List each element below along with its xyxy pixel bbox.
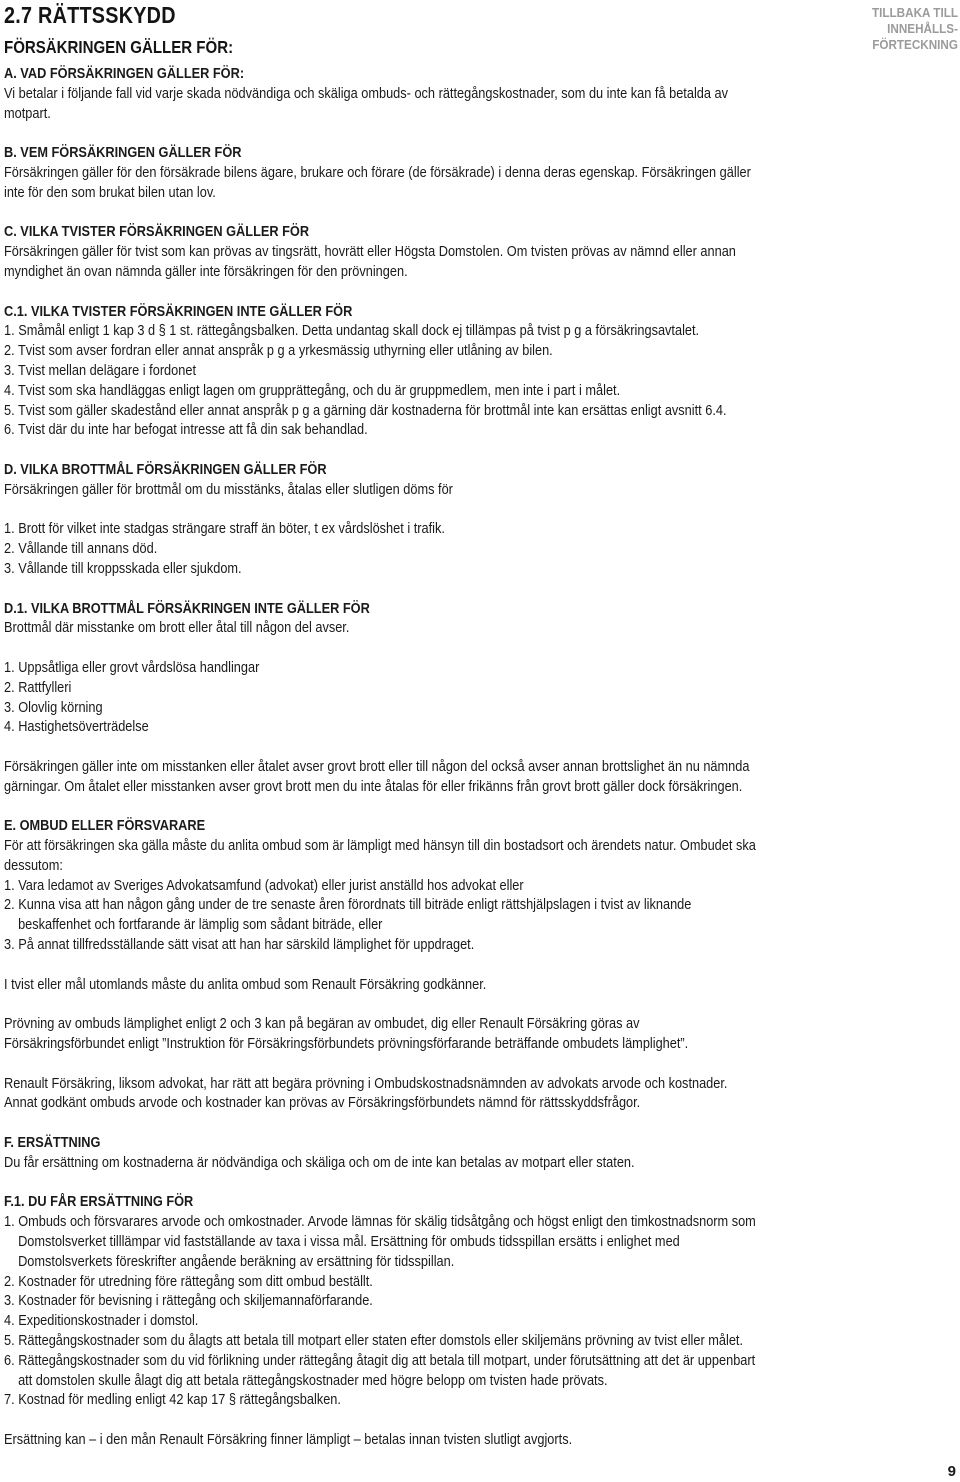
section-c xyxy=(4,223,761,282)
list-item xyxy=(4,560,761,580)
list-item-number: 6. xyxy=(4,422,15,439)
section-c1-heading: C.1. VILKA TVISTER FÖRSÄKRINGEN INTE GÄLLER FÖR xyxy=(4,303,353,320)
list-item-number: 3. xyxy=(4,362,15,379)
list-item xyxy=(4,659,761,679)
list-item xyxy=(4,402,761,422)
list-item-number: 5. xyxy=(4,402,15,419)
section-d1-text: Brottmål där misstanke om brott eller åtal till någon del avser. xyxy=(4,620,350,637)
list-item-number: 5. xyxy=(4,1333,15,1349)
section-b-text: Försäkringen gäller för den försäkrade bilens ägare, brukare och förare (de försäkrade) i denna deras egenskap. Försäkringen gäller inte för den som brukat bilen utan lov. xyxy=(4,164,751,201)
list-item-text: Rattfylleri xyxy=(18,679,72,696)
section-d-text: Försäkringen gäller för brottmål om du misstänks, åtalas eller slutligen döms för xyxy=(4,481,453,498)
section-subtitle: FÖRSÄKRINGEN GÄLLER FÖR: xyxy=(4,37,234,57)
section-c-heading: C. VILKA TVISTER FÖRSÄKRINGEN GÄLLER FÖR xyxy=(4,224,310,241)
list-item-text: Olovlig körning xyxy=(18,699,103,716)
list-item-text: Kostnader för utredning före rättegång som ditt ombud beställt. xyxy=(18,1273,373,1290)
list-item-number: 1. xyxy=(4,877,15,894)
list-item-number: 4. xyxy=(4,719,15,736)
section-d-heading: D. VILKA BROTTMÅL FÖRSÄKRINGEN GÄLLER FÖR xyxy=(4,461,327,478)
section-e-paragraph-1: I tvist eller mål utomlands måste du anlita ombud som Renault Försäkring godkänner. xyxy=(4,976,487,993)
list-item xyxy=(4,1391,761,1411)
page-number: 9 xyxy=(947,1463,956,1480)
list-item-number: 1. xyxy=(4,1214,15,1231)
list-item-number: 2. xyxy=(4,343,15,360)
chapter-title: 2.7 RÄTTSSKYDD xyxy=(4,2,176,28)
list-item xyxy=(4,342,761,362)
list-item-text: Uppsåtliga eller grovt vårdslösa handlingar xyxy=(18,659,260,676)
list-item-text: Hastighetsöverträdelse xyxy=(18,719,149,736)
list-item-text: Småmål enligt 1 kap 3 d § 1 st. rättegångsbalken. Detta undantag skall dock ej tillämpas på tvist p g a försäkringsavtalet. xyxy=(18,323,700,340)
section-f1-list xyxy=(4,1213,761,1411)
list-item-number: 1. xyxy=(4,521,15,538)
list-item-text: Tvist mellan delägare i fordonet xyxy=(17,362,197,379)
section-c1-list xyxy=(4,322,761,441)
list-item xyxy=(4,1292,761,1312)
list-item xyxy=(4,1352,761,1392)
list-item-text: Brott för vilket inte stadgas strängare straff än böter, t ex vårdslöshet i trafik. xyxy=(18,521,445,538)
list-item-number: 3. xyxy=(4,560,15,577)
list-item xyxy=(4,896,761,936)
list-item-number: 7. xyxy=(4,1392,15,1409)
list-item xyxy=(4,520,761,540)
section-f-text: Du får ersättning om kostnaderna är nödvändiga och skäliga och om de inte kan betalas av motpart eller staten. xyxy=(4,1154,635,1171)
list-item xyxy=(4,382,761,402)
list-item xyxy=(4,540,761,560)
list-item xyxy=(4,421,761,441)
section-c1 xyxy=(4,303,761,442)
section-e-heading: E. OMBUD ELLER FÖRSVARARE xyxy=(4,818,206,835)
section-d1-list xyxy=(4,659,761,738)
document-body xyxy=(4,65,761,1471)
section-d1-heading: D.1. VILKA BROTTMÅL FÖRSÄKRINGEN INTE GÄLLER FÖR xyxy=(4,600,370,617)
list-item-number: 6. xyxy=(4,1352,15,1369)
section-d-list xyxy=(4,520,761,579)
section-f1-closing: Ersättning kan – i den mån Renault Försäkring finner lämpligt – betalas innan tvisten slutligt avgjorts. xyxy=(4,1431,573,1448)
list-item-number: 4. xyxy=(4,382,15,399)
list-item xyxy=(4,1213,761,1272)
list-item xyxy=(4,877,761,897)
list-item-text: Kunna visa att han någon gång under de tre senaste åren förordnats till biträde enligt rättshjälpslagen i tvist av liknande beskaffenhet och fortfarande är lämplig som sådant biträde, eller xyxy=(18,897,692,934)
section-f1-heading: F.1. DU FÅR ERSÄTTNING FÖR xyxy=(4,1194,194,1211)
section-d xyxy=(4,461,761,580)
list-item-text: Vållande till kroppsskada eller sjukdom. xyxy=(18,560,242,577)
section-e xyxy=(4,817,761,1114)
list-item xyxy=(4,718,761,738)
list-item-number: 2. xyxy=(4,897,15,914)
section-a xyxy=(4,65,761,124)
section-d1 xyxy=(4,600,761,798)
list-item xyxy=(4,362,761,382)
back-to-toc-link[interactable]: TILLBAKA TILL INNEHÅLLS-FÖRTECKNING xyxy=(871,5,958,52)
list-item-text: Tvist som avser fordran eller annat anspråk p g a yrkesmässig uthyrning eller utlåning av bilen. xyxy=(17,343,553,360)
section-e-paragraph-2: Prövning av ombuds lämplighet enligt 2 och 3 kan på begäran av ombudet, dig eller Renault Försäkring göras av Försäkringsförbundet enligt ”Instruktion för Försäkringsförbundets prövningsförfarande beträffande ombudets lämplighet”. xyxy=(4,1016,689,1053)
list-item xyxy=(4,699,761,719)
list-item xyxy=(4,1273,761,1293)
list-item xyxy=(4,1332,761,1352)
section-b-heading: B. VEM FÖRSÄKRINGEN GÄLLER FÖR xyxy=(4,145,242,162)
list-item-text: Rättegångskostnader som du vid förlikning under rättegång åtagit dig att betala till motpart, under förutsättning att det är uppenbart att domstolen skulle ålagt dig att betala rättegångskostnader med högre belopp om tvisten hade prövats. xyxy=(18,1352,756,1389)
list-item-number: 2. xyxy=(4,679,15,696)
section-e-text: För att försäkringen ska gälla måste du anlita ombud som är lämpligt med hänsyn till din bostadsort och ärendets natur. Ombudet ska dessutom: xyxy=(4,838,756,874)
list-item xyxy=(4,679,761,699)
list-item-text: Rättegångskostnader som du ålagts att betala till motpart eller staten efter domstols eller skiljemäns prövning av tvist eller målet. xyxy=(18,1333,744,1349)
section-d1-note: Försäkringen gäller inte om misstanken eller åtalet avser grovt brott eller till någon del också avser annan brottslighet än nu nämnda gärningar. Om åtalet eller misstanken avser grovt brott men du inte åtalas för eller frikänns från grovt brott gäller dock försäkringen. xyxy=(4,758,750,795)
list-item-text: Kostnader för bevisning i rättegång och skiljemannaförfarande. xyxy=(18,1293,373,1310)
section-a-heading: A. VAD FÖRSÄKRINGEN GÄLLER FÖR: xyxy=(4,66,245,82)
list-item-number: 3. xyxy=(4,699,15,716)
list-item-text: På annat tillfredsställande sätt visat att han har särskild lämplighet för uppdraget. xyxy=(18,937,475,954)
list-item-text: Expeditionskostnader i domstol. xyxy=(18,1313,199,1330)
section-a-text: Vi betalar i följande fall vid varje skada nödvändiga och skäliga ombuds- och rättegångskostnader, som du inte kan få betalda av motpart. xyxy=(4,85,729,122)
list-item-number: 2. xyxy=(4,1273,15,1290)
list-item xyxy=(4,322,761,342)
section-f-heading: F. ERSÄTTNING xyxy=(4,1135,101,1152)
list-item-text: Kostnad för medling enligt 42 kap 17 § rättegångsbalken. xyxy=(18,1392,341,1409)
list-item-number: 1. xyxy=(4,659,15,676)
list-item xyxy=(4,1312,761,1332)
list-item-number: 3. xyxy=(4,937,15,954)
list-item-number: 2. xyxy=(4,541,15,558)
list-item-number: 3. xyxy=(4,1293,15,1310)
section-e-list xyxy=(4,877,761,956)
list-item-text: Tvist som gäller skadestånd eller annat anspråk p g a gärning där kostnaderna för brottmål inte kan ersättas enligt avsnitt 6.4. xyxy=(17,402,727,419)
list-item-text: Vara ledamot av Sveriges Advokatsamfund (advokat) eller jurist anställd hos advokat eller xyxy=(18,877,524,894)
list-item-text: Vållande till annans död. xyxy=(18,541,158,558)
list-item xyxy=(4,936,761,956)
list-item-text: Tvist där du inte har befogat intresse att få din sak behandlad. xyxy=(17,422,368,439)
list-item-text: Tvist som ska handläggas enligt lagen om grupprättegång, och du är gruppmedlem, men inte i part i målet. xyxy=(17,382,621,399)
list-item-number: 4. xyxy=(4,1313,15,1330)
section-b xyxy=(4,144,761,203)
list-item-text: Ombuds och försvarares arvode och omkostnader. Arvode lämnas för skälig tidsåtgång och högst enligt den timkostnadsnorm som Domstolsverket tilllämpar vid fastställande av taxa i vissa mål. Ersättning för ombuds tidsspillan ersätts i enlighet med Domstolsverkets föreskrifter angående beräkning av ersättning för tidsspillan. xyxy=(18,1214,756,1270)
list-item-number: 1. xyxy=(4,323,15,340)
section-e-paragraph-3: Renault Försäkring, liksom advokat, har rätt att begära prövning i Ombudskostnadsnämnden av advokats arvode och kostnader. Annat godkänt ombuds arvode och kostnader kan prövas av Försäkringsförbundets nämnd för rättsskyddsfrågor. xyxy=(4,1075,728,1112)
section-c-text: Försäkringen gäller för tvist som kan prövas av tingsrätt, hovrätt eller Högsta Domstolen. Om tvisten prövas av nämnd eller annan myndighet än ovan nämnda gäller inte försäkringen för den prövningen. xyxy=(4,244,736,280)
section-f1 xyxy=(4,1193,761,1450)
section-f xyxy=(4,1134,761,1174)
